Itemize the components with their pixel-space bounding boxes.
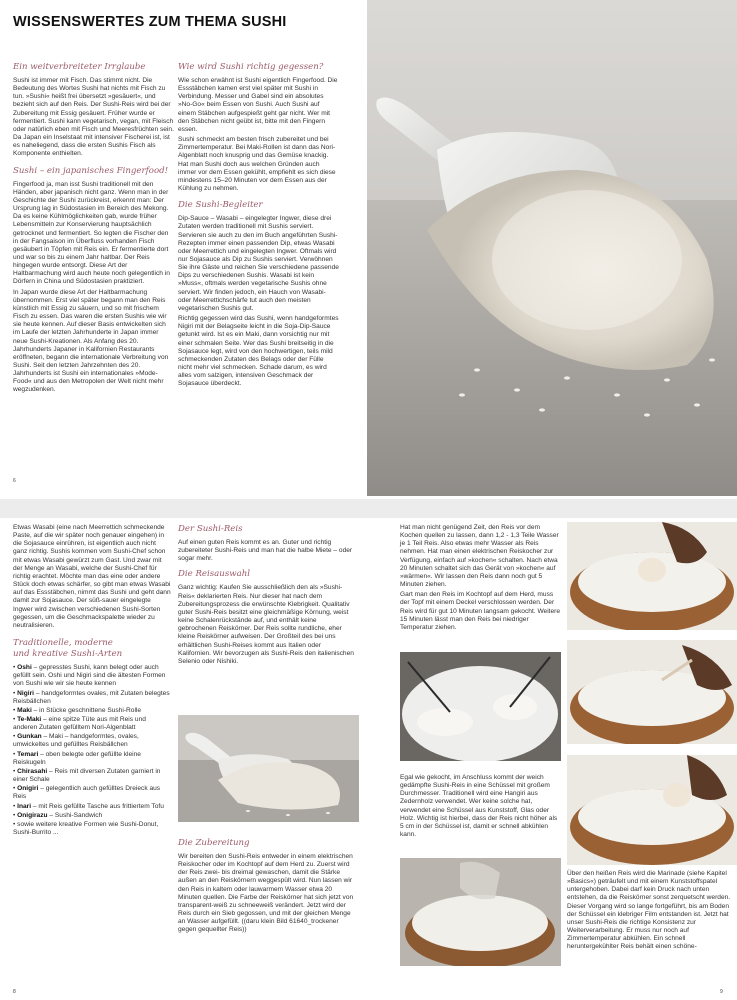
bullet-icon: • bbox=[13, 767, 18, 775]
bullet-icon: • bbox=[13, 811, 18, 819]
sushi-type-desc: – gelegentlich auch gefülltes Dreieck aus Reis bbox=[13, 785, 161, 801]
sushi-types-heading: Traditionelle, moderne und kreative Sushi-Arten bbox=[13, 638, 123, 660]
bullet-icon: • bbox=[13, 715, 18, 723]
sushi-type-desc: – Maki – handgeformtes, ovales, umwickeltes und gefülltes Reisbällchen bbox=[13, 733, 139, 749]
list-item bbox=[13, 716, 171, 732]
bullet-icon: • bbox=[13, 664, 18, 672]
mixing-rice-photo-2 bbox=[567, 640, 737, 744]
sushi-type-name: Chirasahi bbox=[17, 767, 48, 775]
sushi-type-name: Temari bbox=[17, 750, 39, 758]
cooked-rice-photo bbox=[400, 652, 561, 761]
section-heading: Sushi – ein japanisches Fingerfood! bbox=[13, 165, 169, 176]
bullet-icon: • bbox=[13, 750, 18, 758]
sushi-type-name: Te-Maki bbox=[17, 715, 42, 723]
sushi-type-name: Maki bbox=[17, 706, 32, 714]
sushi-type-desc: – handgeformtes ovales, mit Zutaten belegtes Reisbällchen bbox=[13, 689, 170, 705]
bottom-left-column bbox=[13, 524, 171, 838]
body-paragraph: Wie schon erwähnt ist Sushi eigentlich Fingerfood. Die Essstäbchen kamen erst viel später mit Sushi in Verbindung. Messer und Gabel sind ein absolutes »No-Go« beim Essen von Sushi. Auch Sushi auf einem Stäbchen aufgespießt geht gar nicht. Wer mit den Stäbchen nicht geübt ist, bitte mit den Fingern essen. bbox=[178, 77, 338, 133]
list-item bbox=[13, 803, 171, 811]
list-item bbox=[13, 664, 171, 688]
list-item bbox=[13, 707, 171, 715]
list-item bbox=[13, 768, 171, 784]
section-heading: Wie wird Sushi richtig gegessen? bbox=[178, 62, 324, 72]
bottom-right-column-mid bbox=[400, 774, 561, 841]
bullet-icon: • bbox=[13, 706, 18, 714]
cooking-text-3: Egal wie gekocht, im Anschluss kommt der weich gedämpfte Sushi-Reis in eine Schüssel mit großem Durchmesser. Traditionell wird eine Hangiri aus Zedernholz verwendet. Wer keine solche hat, verwendet eine Schüssel aus Kunststoff, Glas oder Holz. Wichtig ist hierbei, dass der Reis nicht höher als 5 cm in der Schüssel ist, damit er schnell abkühlen kann. bbox=[400, 774, 558, 839]
bullet-icon: • bbox=[13, 733, 18, 741]
sushi-rice-text: Auf einen guten Reis kommt es an. Guter und richtig zubereiteter Sushi-Reis und man hat die halbe Miete – oder sogar mehr. bbox=[178, 539, 353, 563]
list-item bbox=[13, 812, 171, 820]
list-item bbox=[13, 751, 171, 767]
page-title: WISSENSWERTES ZUM THEMA SUSHI bbox=[13, 14, 287, 30]
preparation-text: Wir bereiten den Sushi-Reis entweder in einem elektrischen Reiskocher oder im Kochtopf auf dem Herd zu. Zuerst wird der Reis zwei- bis dreimal gewaschen, damit die Stärke außen an den Reiskörnern weggespült wird. Nun lassen wir den Reis in kaltem oder lauwarmem Wasser etwa 20 Minuten quellen. Die Farbe der Reiskörner hat sich jetzt von transparent-weiß zu schneeweiß verändert. Jetzt wird der Reis durch ein Sieb gegossen, und mit der gleichen Menge an Wasser aufgefüllt. ((daru klein Bild 61640_trockener gegen gequellter Reis)) bbox=[178, 853, 354, 934]
sushi-type-desc: – Sushi-Sandwich bbox=[47, 811, 103, 819]
dry-rice-photo bbox=[178, 715, 359, 822]
hangiri-photo bbox=[400, 858, 561, 966]
list-item bbox=[13, 821, 171, 837]
page-number: 8 bbox=[13, 989, 16, 995]
body-paragraph: In Japan wurde diese Art der Haltbarmachung übernommen. Erst viel später begann man den Reis künstlich mit Essig zu säuern, und so mit frischem Fisch zu essen. Das waren die ersten Sushis wie wir sie heute kennen. Auf dieser Basis entwickelten sich im Laufe der letzten Jahrhunderte in Japan immer neue Sushi-Kreationen. Als Anfang des 20. Jahrhunderts Japaner in Kalifornien Restaurants eröffneten, begann die internationale Verbreitung von Sushi. Seit den letzten Jahrzehnten des 20. Jahrhunderts ist Sushi ein internationales »Mode-Food« und aus den Metropolen der Welt nicht mehr wegzudenken. bbox=[13, 288, 169, 394]
sushi-type-name: Onigirazu bbox=[17, 811, 48, 819]
bottom-far-right-column bbox=[567, 870, 733, 954]
mixing-rice-photo-3 bbox=[567, 755, 737, 865]
sushi-type-desc: – gepresstes Sushi, kann belegt oder auch gefüllt sein. Oshi und Nigiri sind die ältesten Formen von Sushi wie wir sie heute kennen bbox=[13, 664, 166, 688]
sushi-type-name: Nigiri bbox=[17, 689, 34, 697]
rice-scoop-photo bbox=[367, 0, 737, 496]
page-number: 9 bbox=[720, 989, 723, 995]
bullet-icon: • bbox=[13, 802, 18, 810]
list-item bbox=[13, 733, 171, 749]
sushi-type-name: Inari bbox=[17, 802, 32, 810]
bullet-icon: • bbox=[13, 689, 18, 697]
sushi-types-list bbox=[13, 664, 171, 837]
preparation-heading: Die Zubereitung bbox=[178, 838, 250, 848]
section-heading: Die Sushi-Begleiter bbox=[178, 200, 263, 211]
spread-divider bbox=[0, 499, 737, 518]
top-left-column bbox=[13, 62, 174, 397]
sushi-type-name: Onigiri bbox=[17, 785, 39, 793]
bottom-mid-column-lower bbox=[178, 838, 354, 937]
list-item bbox=[13, 690, 171, 706]
intro-paragraph: Etwas Wasabi (eine nach Meerrettich schmeckende Paste, auf die wir später noch genauer eingehen) in die Sojasauce einrühren, ist eigentlich auch nicht ganz richtig. Sushis kommen vom Sushi-Chef schon mit etwas Wasabi gewürzt zum Gast. Und zwar mit der Menge an Wasabi, welche der Sushi-Chef für richtig erachtet. Möchte man das eine oder andere Stück doch etwas schärfer, so gibt man etwas Wasabi auf das Essstäbchen, nimmt das Sushi und geht dann damit zur Sojasauce. Der süß-sauer eingelegte Ingwer wird zwischen verschiedenen Sushi-Sorten gegessen, um die Geschmackspalette wieder zu neutralisieren. bbox=[13, 524, 171, 629]
body-paragraph: Richtig gegessen wird das Sushi, wenn handgeformtes Nigiri mit der Belagseite leicht in die Soja-Dip-Sauce getunkt wird. Ist es ein Maki, dann vorsichtig nur mit einer schmalen Seite. Wer das Sushi breitseitig in die Sojasauce legt, wird von den hochwertigen, teils mild schmeckenden Zutaten des Belags oder der Fülle nicht mehr viel schmecken. Schade darum, es wird alles vom salzigen, intensiven Geschmack der Sojasauce überdeckt. bbox=[178, 315, 339, 388]
body-paragraph: Sushi schmeckt am besten frisch zubereitet und bei Zimmertemperatur. Bei Maki-Rollen ist dann das Nori-Algenblatt noch knusprig und das Gemüse knackig. Hat man Sushi doch aus welchen Gründen auch immer vor dem Essen gekühlt, empfiehlt es sich diese mindestens 15–20 Minuten vor dem Essen aus der Kühlung zu nehmen. bbox=[178, 136, 336, 193]
bottom-mid-column bbox=[178, 524, 354, 668]
list-item bbox=[13, 785, 171, 801]
sushi-type-name: Oshi bbox=[17, 664, 32, 672]
cooking-text-4: Über den heißen Reis wird die Marinade (siehe Kapitel »Basics«) geträufelt und mit einem Kunststoffspatel untergehoben. Dabei darf kein Druck nach unten entstehen, da die Reiskörner sonst zerquetscht werden. Dieser Vorgang wird so lange fortgeführt, bis am Boden der Schüssel ein klebriger Film entstanden ist. Jetzt hat unser Sushi-Reis die richtige Konsistenz zur Weiterverarbeitung. Er muss nur noch auf Zimmertemperatur abkühlen. Ein schnell heruntergekühlter Reis behält einen schöne- bbox=[567, 870, 731, 951]
body-paragraph: Dip-Sauce – Wasabi – eingelegter Ingwer, diese drei Zutaten werden traditionell mit Sushis serviert. Servieren sie auch zu den im Buch angeführten Sushi-Rezepten immer einen passenden Dip, etwas Wasabi oder Meerrettich und eingelegten Ingwer. Oftmals wird nur Sojasauce als Dip zu Sushis serviert. Verwöhnen Sie ihre Gäste und reichen Sie verschiedene passende Dips zu verschiedenen Sushis. Wasabi ist kein »Muss«, oftmals werden vegetarische Sushis ohne serviert. Wir finden jedoch, ein Hauch von Wasabi- oder Meerrettichschärfe tut auch den meisten vegetarischen Sushis gut. bbox=[178, 215, 339, 312]
bottom-right-column bbox=[400, 524, 561, 634]
page-number: 6 bbox=[13, 478, 16, 484]
sushi-type-desc: – eine spitze Tüte aus mit Reis und anderen Zutaten gefülltem Nori-Algenblatt bbox=[13, 715, 146, 732]
cooking-text-1: Hat man nicht genügend Zeit, den Reis vor dem Kochen quellen zu lassen, dann 1,2 - 1,3 Teile Wasser je 1 Teil Reis. Also etwas mehr Wasser als Reis nehmen. Hat man einen elektrischen Reiskocher zur Verfügung, einfach auf »kochen« schalten. Nach etwa 20 Minuten schaltet sich das Gerät von »kochen« auf »wärmen«. Wir lassen den Reis dann noch gut 5 Minuten ziehen. bbox=[400, 524, 559, 589]
sushi-type-desc: – oben belegte oder gefüllte kleine Reiskugeln bbox=[13, 750, 141, 766]
bullet-icon: • bbox=[13, 785, 18, 793]
sushi-rice-heading: Der Sushi-Reis bbox=[178, 524, 243, 534]
bullet-icon: • bbox=[13, 820, 18, 828]
sushi-type-desc: – in Stücke geschnittene Sushi-Rolle bbox=[31, 706, 142, 714]
sushi-type-desc: sowie weitere kreative Formen wie Sushi-Donut, Sushi-Burrito ... bbox=[13, 820, 159, 836]
rice-selection-text: Ganz wichtig: Kaufen Sie ausschließlich den als »Sushi-Reis« deklarierten Reis. Nur dieser hat nach dem Zubereitungsprozess die erwünschte Klebrigkeit. Qualitativ guter Sushi-Reis besitzt eine gleichmäßige Körnung, weist keine Schalenrückstände auf, und enthält keine gebrochenen Reiskörner. Der Reis sollte rundliche, eher kleine Reiskörner aufweisen. Der Großteil des bei uns erhältlichen Sushi-Reises kommt aus Italien oder Kalifornien. Wir bevorzugen als Sushi-Reis den italienischen Selenio oder Nishiki. bbox=[178, 584, 354, 665]
body-paragraph: Fingerfood ja, man isst Sushi traditionell mit den Händen, aber japanisch nicht ganz. Wenn man in der Geschichte der Sushi zurückreist, erkennt man: Der Ursprung lag in Südostasien im Bereich des Mekong. Da es keine Kühlmöglichkeiten gab, wurde früher Lebensmitteln zur Konservierung hauptsächlich getrocknet und fermentiert. So legten die Fischer den in der Fangsaison im Überfluss vorhanden Fisch gesäubert in Töpfen mit Reis ein. Er fermentierte dort und war so bis zu einem Jahr haltbar. Der Reis hingegen wurde entsorgt. Diese Art der Haltbarmachung wird auch heute noch gelegentlich in Dörfern in China und Südostasien praktiziert. bbox=[13, 180, 170, 286]
mixing-rice-photo-1 bbox=[567, 522, 737, 630]
sushi-type-desc: – Reis mit diversen Zutaten garniert in einer Schale bbox=[13, 767, 161, 784]
rice-selection-heading: Die Reisauswahl bbox=[178, 569, 251, 580]
body-paragraph: Sushi ist immer mit Fisch. Das stimmt nicht. Die Bedeutung des Wortes Sushi hat nichts mit Fisch zu tun. »Sushi« heißt frei übersetzt »gesäuert«, und bezieht sich auf den Reis. Der Sushi-Reis wird bei der Zubereitung mit Essig gesäuert. Früher wurde er fermentiert. Sushi kann vegetarisch, vegan, mit Fleisch oder natürlich eben mit Fisch und Meeresfrüchten sein. Da Japan ein Inselstaat mit intensiver Fischerei ist, ist es naheliegend, dass die ersten Sushis Fisch als Komponente enthielten. bbox=[13, 77, 174, 158]
top-right-column bbox=[178, 62, 339, 390]
cooking-text-2: Gart man den Reis im Kochtopf auf dem Herd, muss der Topf mit einem Deckel verschlossen werden. Der Reis wird für gut 10 Minuten langsam gekocht. Weitere 15 Minuten lässt man den Reis bei niedriger Temperatur ziehen. bbox=[400, 591, 561, 631]
sushi-type-name: Gunkan bbox=[17, 733, 42, 741]
section-heading: Ein weitverbreiteter Irrglaube bbox=[13, 62, 146, 72]
sushi-type-desc: – mit Reis gefüllte Tasche aus frittiertem Tofu bbox=[31, 802, 164, 810]
